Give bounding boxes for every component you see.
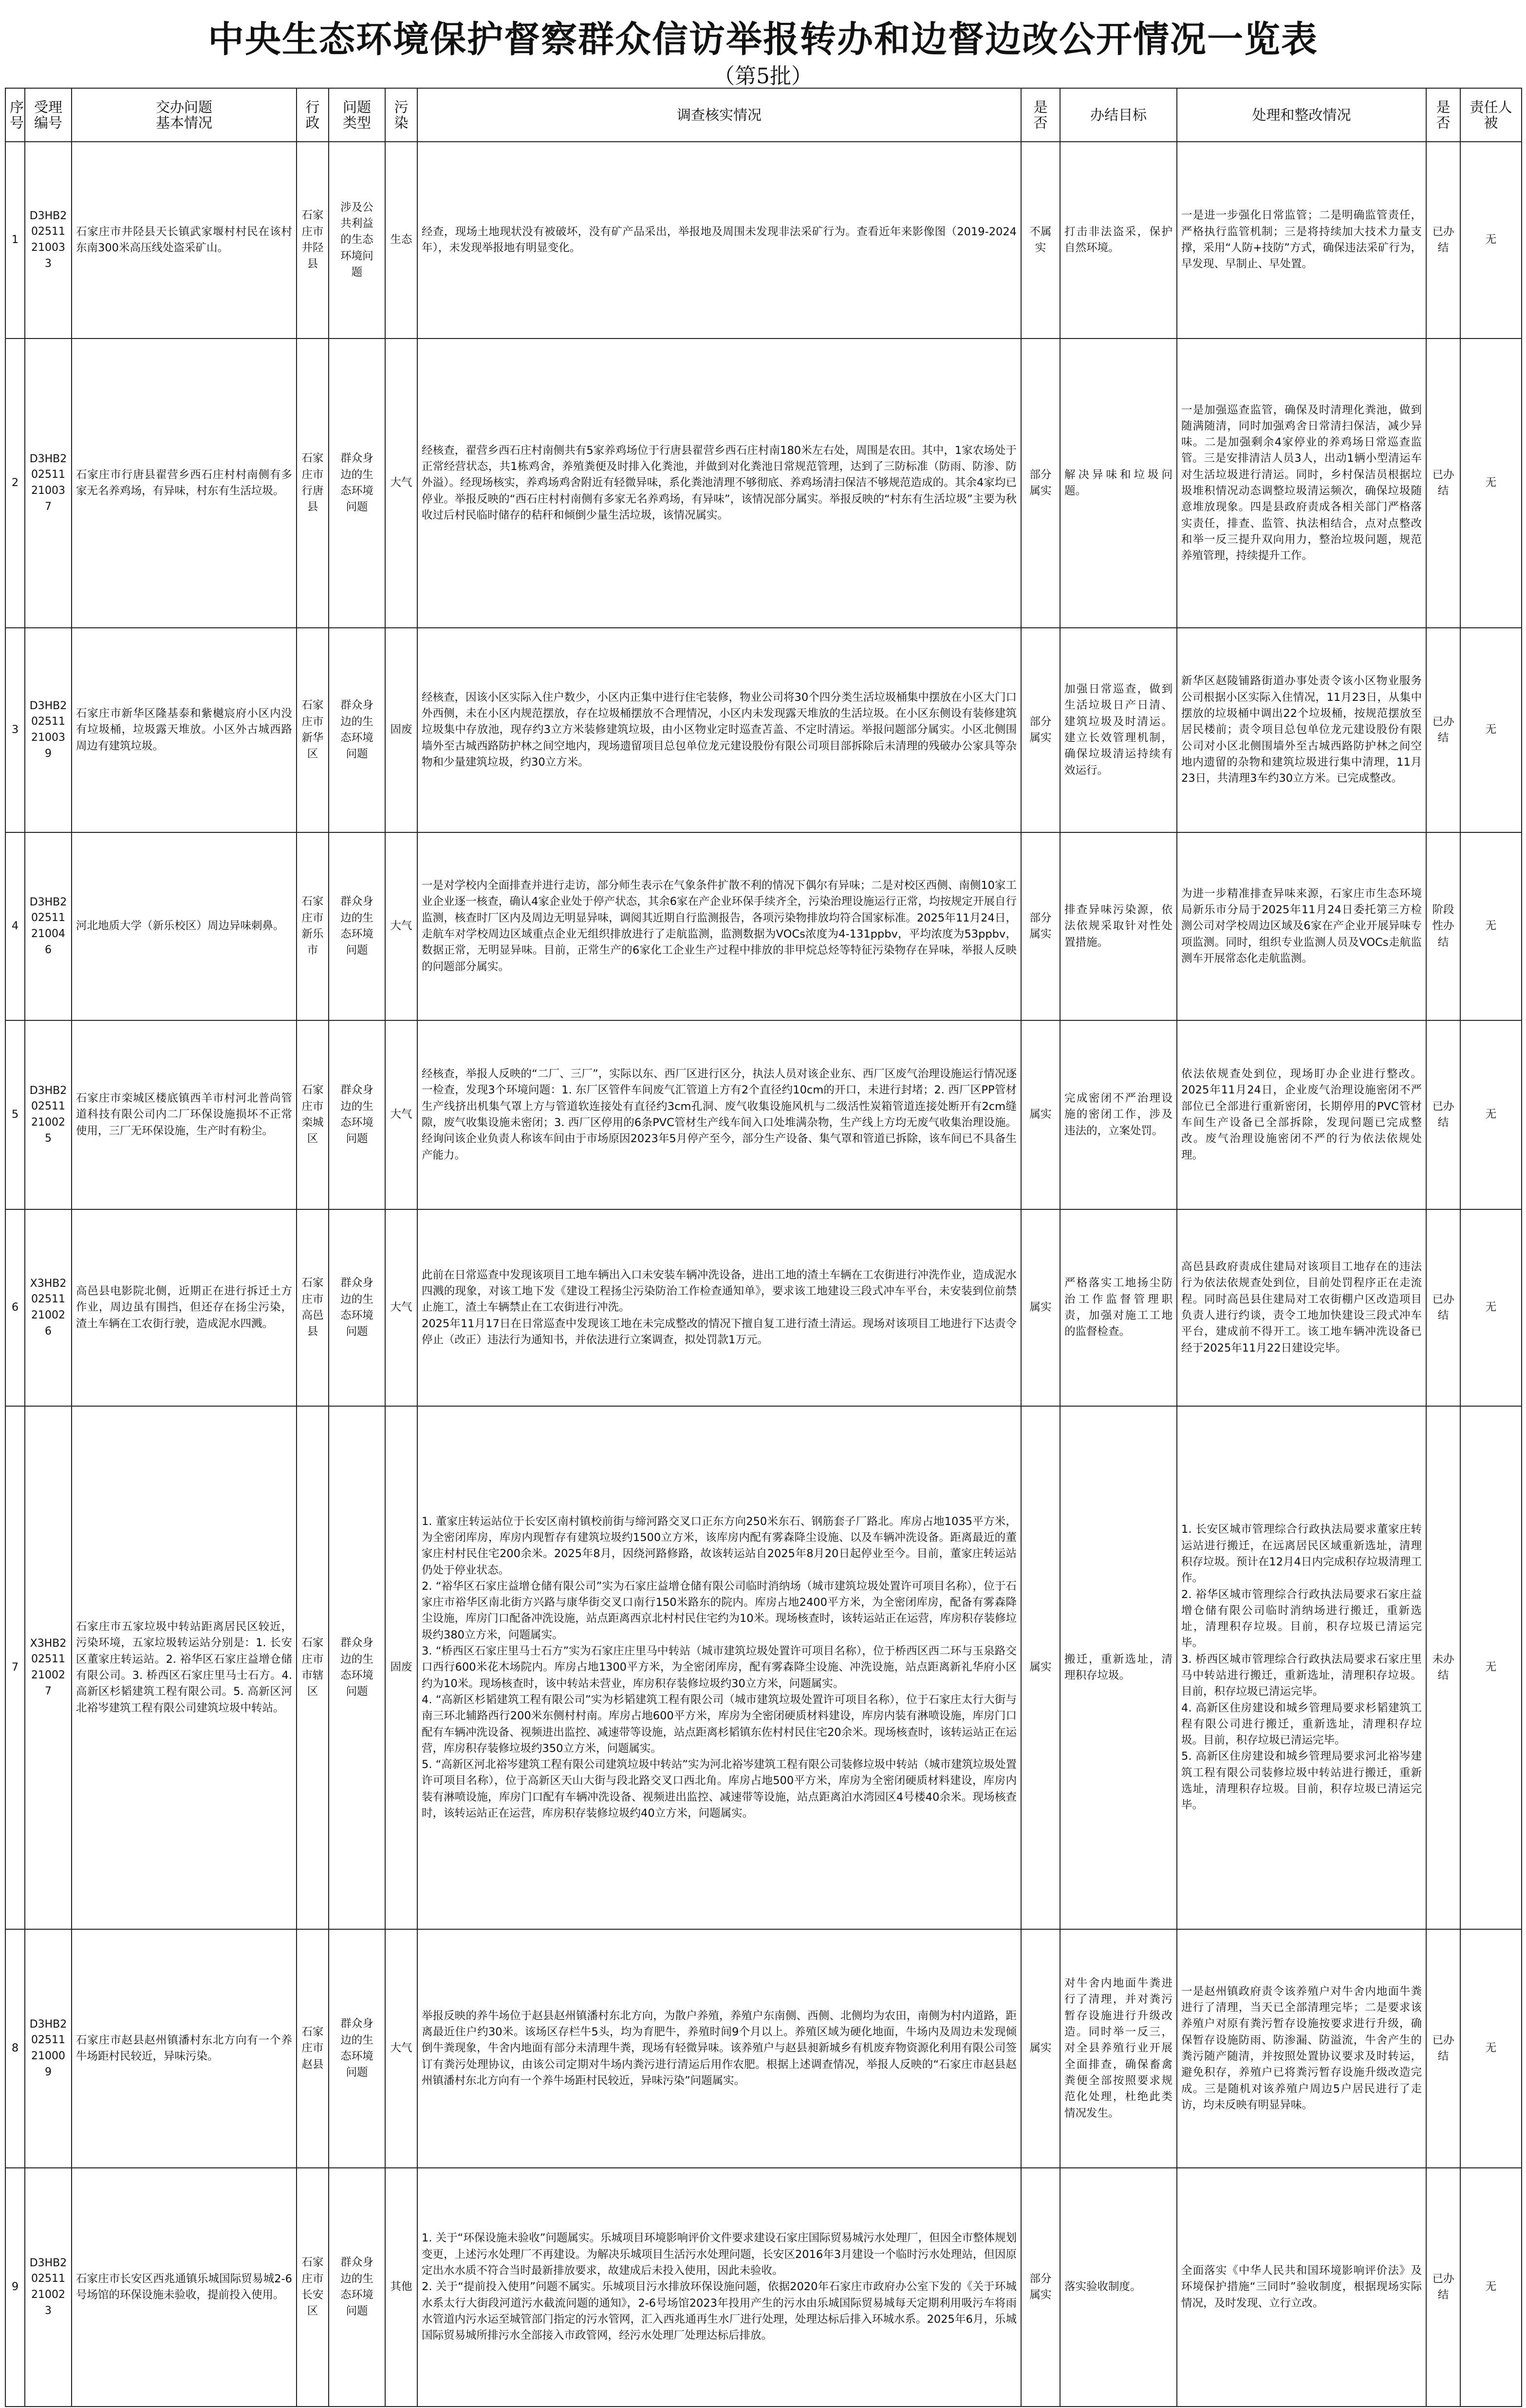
row-id: D3HB2 02511 21002 3 [25, 2168, 72, 2407]
row-pollution: 大气 [385, 1020, 417, 1209]
row-issue: 石家庄市栾城区楼底镇西羊市村河北普尚管道科技有限公司内二厂环保设施损坏不正常使用，三厂无环保设施，生产时有粉尘。 [72, 1020, 297, 1209]
row-rectification: 新华区赵陵铺路街道办事处责令该小区物业服务公司根据小区实际入住情况，11月23日，从集中摆放的垃圾桶中调出22个垃圾桶，按规范摆放至居民楼前；责令项目总包单位龙元建设股份有限公司对小区北侧围墙外至古城西路防护林之间空地内遗留的杂物和建筑垃圾进行集中清理，11月23日，共清理3车约30立方米。已完成整改。 [1177, 628, 1426, 832]
table-row [5, 1020, 1522, 1209]
row-pollution: 大气 [385, 1209, 417, 1406]
row-goal: 对牛舍内地面牛粪进行了清理，并对粪污暂存设施进行升级改造。同时举一反三，对全县养殖行业开展全面排查，确保畜禽粪便全部按照要求规范化处理，杜绝此类情况发生。 [1060, 1929, 1177, 2168]
header-verified: 是 否 [1021, 88, 1060, 142]
row-closed: 已办 结 [1426, 1209, 1460, 1406]
row-seq: 1 [5, 142, 25, 339]
row-accountable: 无 [1460, 1020, 1522, 1209]
row-id: X3HB2 02511 21002 7 [25, 1406, 72, 1929]
row-investigation: 经核查，举报人反映的“二厂、三厂”，实际以东、西厂区进行区分，执法人员对该企业东、西厂区废气治理设施运行情况逐一检查，发现3个环境问题：1. 东厂区管件车间废气汇管道上方有2个直径约10cm的开口，未进行封堵；2. 西厂区PP管材生产线挤出机集气罩上方与管道软连接处有直径约3cm孔洞、废气收集设施风机与二级活性炭箱管道连接处断开有2cm缝隙，废气收集设施未密闭；3. 西厂区停用的6条PVC管材生产线车间入口处堆满杂物，生产线上方均无废气收集治理设施。经询问该企业负责人称该车间由于市场原因2023年5月停产至今，部分生产设备、集气罩和管道已拆除，该车间已不具备生产能力。 [417, 1020, 1021, 1209]
row-pollution: 大气 [385, 1929, 417, 2168]
header-seq: 序 号 [5, 88, 25, 142]
header-issue: 交办问题 基本情况 [72, 88, 297, 142]
table-row [5, 142, 1522, 339]
row-closed: 已办 结 [1426, 142, 1460, 339]
row-district: 石家 庄市 新乐 市 [297, 832, 329, 1020]
header-goal: 办结目标 [1060, 88, 1177, 142]
row-accountable: 无 [1460, 2168, 1522, 2407]
row-district: 石家 庄市 高邑 县 [297, 1209, 329, 1406]
row-issue: 河北地质大学（新乐校区）周边异味刺鼻。 [72, 832, 297, 1020]
row-type: 群众身 边的生 态环境 问题 [329, 2168, 385, 2407]
row-issue: 石家庄市赵县赵州镇潘村东北方向有一个养牛场距村民较近，异味污染。 [72, 1929, 297, 2168]
row-seq: 9 [5, 2168, 25, 2407]
row-accountable: 无 [1460, 1406, 1522, 1929]
row-accountable: 无 [1460, 628, 1522, 832]
row-issue: 石家庄市五家垃圾中转站距离居民区较近，污染环境，五家垃圾转运站分别是：1. 长安区董家庄转运站。2. 裕华区石家庄益增仓储有限公司。3. 桥西区石家庄里马士石方。4. 高新区杉韬建筑工程有限公司。5. 高新区河北裕岑建筑工程有限公司建筑垃圾中转站。 [72, 1406, 297, 1929]
row-investigation: 此前在日常巡查中发现该项目工地车辆出入口未安装车辆冲洗设备，进出工地的渣土车辆在工农街进行冲洗作业，造成泥水四溅的现象，对该工地下发《建设工程扬尘污染防治工作检查通知单》，要求该工地建设三段式冲车平台，未安装到位前禁止施工，渣土车辆禁止在工农街进行冲洗。 2025年11月17日在日常巡查中发现该工地在未完成整改的情况下擅自复工进行渣土清运。现场对该项目工地进行下达责令停止（改正）违法行为通知书，并依法进行立案调查，拟处罚款1万元。 [417, 1209, 1021, 1406]
disclosure-table [5, 88, 1522, 2407]
row-pollution: 其他 [385, 2168, 417, 2407]
row-goal: 打击非法盗采，保护自然环境。 [1060, 142, 1177, 339]
table-row [5, 832, 1522, 1020]
table-row [5, 1209, 1522, 1406]
row-rectification: 一是加强巡查监管，确保及时清理化粪池，做到随满随清，同时加强鸡舍日常清扫保洁，减少异味。二是加强剩余4家停业的养鸡场日常巡查监管。三是安排清洁人员3人，出动1辆小型清运车对生活垃圾进行清运。同时，乡村保洁员根据垃圾堆积情况动态调整垃圾清运频次，确保垃圾随意堆放现象。四是县政府责成各相关部门严格落实责任，排查、监管、执法相结合，点对点整改和举一反三提升双向用力，整治垃圾问题，规范养殖管理，持续提升工作。 [1177, 339, 1426, 628]
row-investigation: 1. 董家庄转运站位于长安区南村镇校前街与缔河路交叉口正东方向250米东石、钢筋套子厂路北。库房占地1035平方米，为全密闭库房，库房内现暂存有建筑垃圾约1500立方米，该库房内配有雾森降尘设施、以及车辆冲洗设备。距离最近的董家庄村村民住宅200余米。2025年8月，因绕河路修路，故该转运站自2025年8月20日起停业至今。目前，董家庄转运站仍处于停业状态。 2. “裕华区石家庄益增仓储有限公司”实为石家庄益增仓储有限公司临时消纳场（城市建筑垃圾处置许可项目名称），位于石家庄市裕华区南北街方兴路与康华街交叉口南行150米路东的院内。库房占地2400平方米，为全密闭库房，配备有雾森降尘设施，库房门口配备冲洗设施，站点距离西京北村村民住宅约为10米。现场核查时，该转运站正在运营，库房积存装修垃圾约380立方米，问题属实。 3. “桥西区石家庄里马士石方”实为石家庄庄里马中转站（城市建筑垃圾处置许可项目名称），位于桥西区西二环与玉泉路交口西行600米花木场院内。库房占地1300平方米，为全密闭库房，配有雾森降尘设施、冲洗设施，站点距离新礼华府小区约为10米。现场核查时，该中转站未营业，库房积存装修垃圾约30立方米，问题属实。 4. “高新区杉韬建筑工程有限公司”实为杉韬建筑工程有限公司（城市建筑垃圾处置许可项目名称），位于石家庄太行大街与南三环北辅路西行200米东侧村村南。库房占地600平方米，库房为全密闭硬质材料建设，库房内装有淋喷设施，库房门口配有车辆冲洗设备、视频进出监控、减速带等设施，站点距离杉韬镇东佐村村民住宅20余米。现场核查时，该转运站正在运营，库房积存装修垃圾约350立方米，问题属实。 5. “高新区河北裕岑建筑工程有限公司建筑垃圾中转站”实为河北裕岑建筑工程有限公司装修垃圾中转站（城市建筑垃圾处置许可项目名称），位于高新区天山大街与段北路交叉口西北角。库房占地500平方米，库房为全密闭硬质材料建设，库房内装有淋喷设施，库房门口配有车辆冲洗设备、视频进出监控、减速带等设施，站点距离泊水湾园区4号楼40余米。现场核查时，该转运站正在运营，库房积存装修垃圾约40立方米，问题属实。 [417, 1406, 1021, 1929]
table-row [5, 628, 1522, 832]
row-id: X3HB2 02511 21002 6 [25, 1209, 72, 1406]
row-type: 群众身 边的生 态环境 问题 [329, 1020, 385, 1209]
header-pollution: 污 染 [385, 88, 417, 142]
row-seq: 7 [5, 1406, 25, 1929]
header-accountable: 责任人 被 [1460, 88, 1522, 142]
row-goal: 搬迁，重新选址，清理积存垃圾。 [1060, 1406, 1177, 1929]
row-closed: 未办 结 [1426, 1406, 1460, 1929]
row-goal: 完成密闭不严治理设施的密闭工作，涉及违法的，立案处罚。 [1060, 1020, 1177, 1209]
row-type: 群众身 边的生 态环境 问题 [329, 1209, 385, 1406]
row-seq: 8 [5, 1929, 25, 2168]
row-closed: 阶段 性办 结 [1426, 832, 1460, 1020]
row-id: D3HB2 02511 21002 5 [25, 1020, 72, 1209]
row-accountable: 无 [1460, 1929, 1522, 2168]
table-row [5, 339, 1522, 628]
header-row [5, 88, 1522, 142]
row-verified: 属实 [1021, 1929, 1060, 2168]
table-row [5, 1406, 1522, 1929]
row-accountable: 无 [1460, 142, 1522, 339]
row-pollution: 生态 [385, 142, 417, 339]
row-type: 群众身 边的生 态环境 问题 [329, 1406, 385, 1929]
row-issue: 石家庄市井陉县天长镇武家堰村村民在该村东南300米高压线处盗采矿山。 [72, 142, 297, 339]
row-issue: 石家庄市行唐县翟营乡西石庄村村南侧有多家无名养鸡场，有异味，村东有生活垃圾。 [72, 339, 297, 628]
header-district: 行 政 [297, 88, 329, 142]
row-seq: 4 [5, 832, 25, 1020]
row-type: 涉及公 共利益 的生态 环境问 题 [329, 142, 385, 339]
row-rectification: 1. 长安区城市管理综合行政执法局要求董家庄转运站进行搬迁，在远离居民区域重新选址，清理积存垃圾。预计在12月4日内完成积存垃圾清理工作。 2. 裕华区城市管理综合行政执法局要求石家庄益增仓储有限公司临时消纳场进行搬迁，重新选址，清理积存垃圾。目前，积存垃圾已清运完毕。 3. 桥西区城市管理综合行政执法局要求石家庄里马中转站进行搬迁，重新选址，清理积存垃圾。目前，积存垃圾已清运完毕。 4. 高新区住房建设和城乡管理局要求杉韬建筑工程有限公司进行搬迁，重新选址，清理积存垃圾。目前，积存垃圾已清运完毕。 5. 高新区住房建设和城乡管理局要求河北裕岑建筑工程有限公司装修垃圾中转站进行搬迁，重新选址，清理积存垃圾。目前，积存垃圾已清运完毕。 [1177, 1406, 1426, 1929]
table-row [5, 2168, 1522, 2407]
row-verified: 部分 属实 [1021, 832, 1060, 1020]
row-rectification: 为进一步精准排查异味来源，石家庄市生态环境局新乐市分局于2025年11月24日委托第三方检测公司对学校周边区域及6家在产企业开展异味专项监测。同时，组织专业监测人员及VOCs走航监测车开展常态化走航监测。 [1177, 832, 1426, 1020]
row-type: 群众身 边的生 态环境 问题 [329, 1929, 385, 2168]
row-id: D3HB2 02511 21003 3 [25, 142, 72, 339]
page-title: 中央生态环境保护督察群众信访举报转办和边督边改公开情况一览表 [208, 19, 1318, 60]
row-seq: 3 [5, 628, 25, 832]
row-id: D3HB2 02511 21004 6 [25, 832, 72, 1020]
row-verified: 不属 实 [1021, 142, 1060, 339]
row-goal: 解决异味和垃圾问题。 [1060, 339, 1177, 628]
row-verified: 部分 属实 [1021, 2168, 1060, 2407]
row-district: 石家 庄市 新华 区 [297, 628, 329, 832]
row-id: D3HB2 02511 21003 9 [25, 628, 72, 832]
row-district: 石家 庄市 长安 区 [297, 2168, 329, 2407]
row-closed: 已办 结 [1426, 1020, 1460, 1209]
row-verified: 属实 [1021, 1209, 1060, 1406]
row-id: D3HB2 02511 21003 7 [25, 339, 72, 628]
row-type: 群众身 边的生 态环境 问题 [329, 628, 385, 832]
row-pollution: 大气 [385, 339, 417, 628]
row-closed: 已办 结 [1426, 339, 1460, 628]
row-type: 群众身 边的生 态环境 问题 [329, 832, 385, 1020]
row-verified: 部分 属实 [1021, 628, 1060, 832]
row-goal: 严格落实工地扬尘防治工作监督管理职责，加强对施工工地的监督检查。 [1060, 1209, 1177, 1406]
row-pollution: 大气 [385, 832, 417, 1020]
table-row [5, 1929, 1522, 2168]
row-pollution: 固废 [385, 1406, 417, 1929]
row-accountable: 无 [1460, 339, 1522, 628]
row-rectification: 全面落实《中华人民共和国环境影响评价法》及环境保护措施“三同时”验收制度，根据现场实际情况，及时发现、立行立改。 [1177, 2168, 1426, 2407]
row-seq: 6 [5, 1209, 25, 1406]
row-issue: 石家庄市长安区西兆通镇乐城国际贸易城2-6号场馆的环保设施未验收，提前投入使用。 [72, 2168, 297, 2407]
row-investigation: 经核查，因该小区实际入住户数少，小区内正集中进行住宅装修，物业公司将30个四分类生活垃圾桶集中摆放在小区大门口外西侧，未在小区内规范摆放，存在垃圾桶摆放不合理情况，小区内未发现露天堆放的生活垃圾。在小区东侧设有装修建筑垃圾集中存放池，现存约3立方米装修建筑垃圾，由小区物业定时巡查苫盖、不定时清运。举报问题部分属实。小区北侧围墙外至古城西路防护林之间空地内，现场遗留项目总包单位龙元建设股份有限公司项目部拆除后未清理的残破办公家具等杂物和少量建筑垃圾，约30立方米。 [417, 628, 1021, 832]
row-closed: 已办 结 [1426, 1929, 1460, 2168]
row-closed: 已办 结 [1426, 628, 1460, 832]
row-investigation: 一是对学校内全面排查并进行走访，部分师生表示在气象条件扩散不利的情况下偶尔有异味；二是对校区西侧、南侧10家工业企业逐一核查，确认4家企业处于停产状态，其余6家在产企业环保手续齐全，污染治理设施运行正常，均按规定开展自行监测，核查时厂区内及周边无明显异味，调阅其近期自行监测报告，各项污染物排放均符合国家标准。2025年11月24日，走航车对学校周边区域重点企业无组织排放进行了走航监测，监测数据为VOCs浓度为4-131ppbv，平均浓度为53ppbv，数据正常，无明显异味。目前，正常生产的6家化工企业生产过程中排放的非甲烷总烃等特征污染物存在异味，举报人反映的问题部分属实。 [417, 832, 1021, 1020]
row-seq: 2 [5, 339, 25, 628]
row-goal: 落实验收制度。 [1060, 2168, 1177, 2407]
batch-subtitle: （第5批） [713, 64, 813, 89]
header-type: 问题 类型 [329, 88, 385, 142]
header-rectification: 处理和整改情况 [1177, 88, 1426, 142]
row-pollution: 固废 [385, 628, 417, 832]
row-rectification: 依法依规查处到位，现场盯办企业进行整改。2025年11月24日，企业废气治理设施密闭不严部位已全部进行重新密闭，长期停用的PVC管材车间生产设备已全部拆除，发现问题已完成整改。废气治理设施密闭不严的行为依法依规处理。 [1177, 1020, 1426, 1209]
row-issue: 石家庄市新华区隆基泰和紫樾宸府小区内没有垃圾桶，垃圾露天堆放。小区外古城西路周边有建筑垃圾。 [72, 628, 297, 832]
row-investigation: 经查，现场土地现状没有被破坏，没有矿产品采出，举报地及周围未发现非法采矿行为。查看近年来影像图（2019-2024年），未发现举报地有明显变化。 [417, 142, 1021, 339]
row-rectification: 一是进一步强化日常监管；二是明确监管责任，严格执行监管机制；三是将持续加大技术力量支撑，采用“人防+技防”方式，确保违法采矿行为，早发现、早制止、早处置。 [1177, 142, 1426, 339]
row-accountable: 无 [1460, 1209, 1522, 1406]
row-district: 石家 庄市 栾城 区 [297, 1020, 329, 1209]
row-district: 石家 庄市 行唐 县 [297, 339, 329, 628]
row-issue: 高邑县电影院北侧，近期正在进行拆迁土方作业，周边虽有围挡，但还存在扬尘污染，渣土车辆在工农街行驶，造成泥水四溅。 [72, 1209, 297, 1406]
row-goal: 加强日常巡查，做到生活垃圾日产日清、建筑垃圾及时清运。建立长效管理机制，确保垃圾清运持续有效运行。 [1060, 628, 1177, 832]
header-id: 受理 编号 [25, 88, 72, 142]
row-id: D3HB2 02511 21000 9 [25, 1929, 72, 2168]
row-investigation: 1. 关于“环保设施未验收”问题属实。乐城项目环境影响评价文件要求建设石家庄国际贸易城污水处理厂，但因全市整体规划变更，上述污水处理厂不再建设。为解决乐城项目生活污水处理问题，长安区2016年3月建设一个临时污水处理站，但因原定出水水质不符合当时最新排放要求，故建成后未投入使用，因此未验收。 2. 关于“提前投入使用”问题不属实。乐城项目污水排放环保设施问题，依据2020年石家庄市政府办公室下发的《关于环城水系太行大街段河道污水截流问题的通知》，2-6号场馆2023年投用产生的污水由乐城国际贸易城每天定期利用吸污车将雨水管道内污水运至城管部门指定的污水管网，汇入西兆通再生水厂进行处理，处理达标后排入环城水系。2025年6月，乐城国际贸易城所排污水全部接入市政管网，经污水处理厂处理达标后排放。 [417, 2168, 1021, 2407]
row-verified: 属实 [1021, 1020, 1060, 1209]
row-goal: 排查异味污染源，依法依规采取针对性处置措施。 [1060, 832, 1177, 1020]
row-rectification: 高邑县政府责成住建局对该项目工地存在的违法行为依法依规查处到位，目前处罚程序正在走流程。同时高邑县住建局对工农街棚户区改造项目负责人进行约谈，责令工地加快建设三段式冲车平台，建成前不得开工。该工地车辆冲洗设备已经于2025年11月22日建设完毕。 [1177, 1209, 1426, 1406]
row-accountable: 无 [1460, 832, 1522, 1020]
row-closed: 已办 结 [1426, 2168, 1460, 2407]
row-district: 石家 庄市 赵县 [297, 1929, 329, 2168]
row-rectification: 一是赵州镇政府责令该养殖户对牛舍内地面牛粪进行了清理，当天已全部清理完毕；二是要求该养殖户对原有粪污暂存设施按要求进行升级，确保暂存设施防雨、防渗漏、防溢流，牛舍产生的粪污随产随清，并按照处置协议要求及时转运，避免积存，养殖户已将粪污暂存设施升级改造完成。三是随机对该养殖户周边5户居民进行了走访，均未反映有明显异味。 [1177, 1929, 1426, 2168]
row-district: 石家 庄市 市辖 区 [297, 1406, 329, 1929]
row-verified: 属实 [1021, 1406, 1060, 1929]
row-investigation: 经核查，翟营乡西石庄村南侧共有5家养鸡场位于行唐县翟营乡西石庄村南180米左右处，周围是农田。其中，1家农场处于正常经营状态，共1栋鸡舍，养殖粪便及时排入化粪池，并做到对化粪池日常规范管理，达到了三防标准（防雨、防渗、防外溢）。经现场核实，养鸡场鸡舍附近有轻微异味，系化粪池清理不够彻底、养鸡场清扫保洁不够规范造成的。其余4家均已停业。举报反映的“西石庄村村南侧有多家无名养鸡场，有异味”，该情况部分属实。举报反映的“村东有生活垃圾”主要为秋收过后村民临时储存的秸秆和倾倒少量生活垃圾，该情况属实。 [417, 339, 1021, 628]
header-closed: 是 否 [1426, 88, 1460, 142]
header-investigation: 调查核实情况 [417, 88, 1021, 142]
row-investigation: 举报反映的养牛场位于赵县赵州镇潘村东北方向，为散户养殖，养殖户东南侧、西侧、北侧均为农田，南侧为村内道路，距离最近住户约30米。该场区存栏牛5头，均为育肥牛，养殖时间9个月以上。养殖区域为硬化地面，牛场内及周边未发现倾倒牛粪现象，牛舍内地面有部分未清理牛粪，现场有轻微异味。该养殖户与赵县昶新城乡有机废弃物资源化利用有限公司签订有粪污处理协议，由该公司定期对牛场内粪污进行清运后用作农肥。根据上述调查情况，举报人反映的“石家庄市赵县赵州镇潘村东北方向有一个养牛场距村民较近，异味污染”问题属实。 [417, 1929, 1021, 2168]
row-district: 石家 庄市 井陉 县 [297, 142, 329, 339]
row-seq: 5 [5, 1020, 25, 1209]
row-type: 群众身 边的生 态环境 问题 [329, 339, 385, 628]
row-verified: 部分 属实 [1021, 339, 1060, 628]
